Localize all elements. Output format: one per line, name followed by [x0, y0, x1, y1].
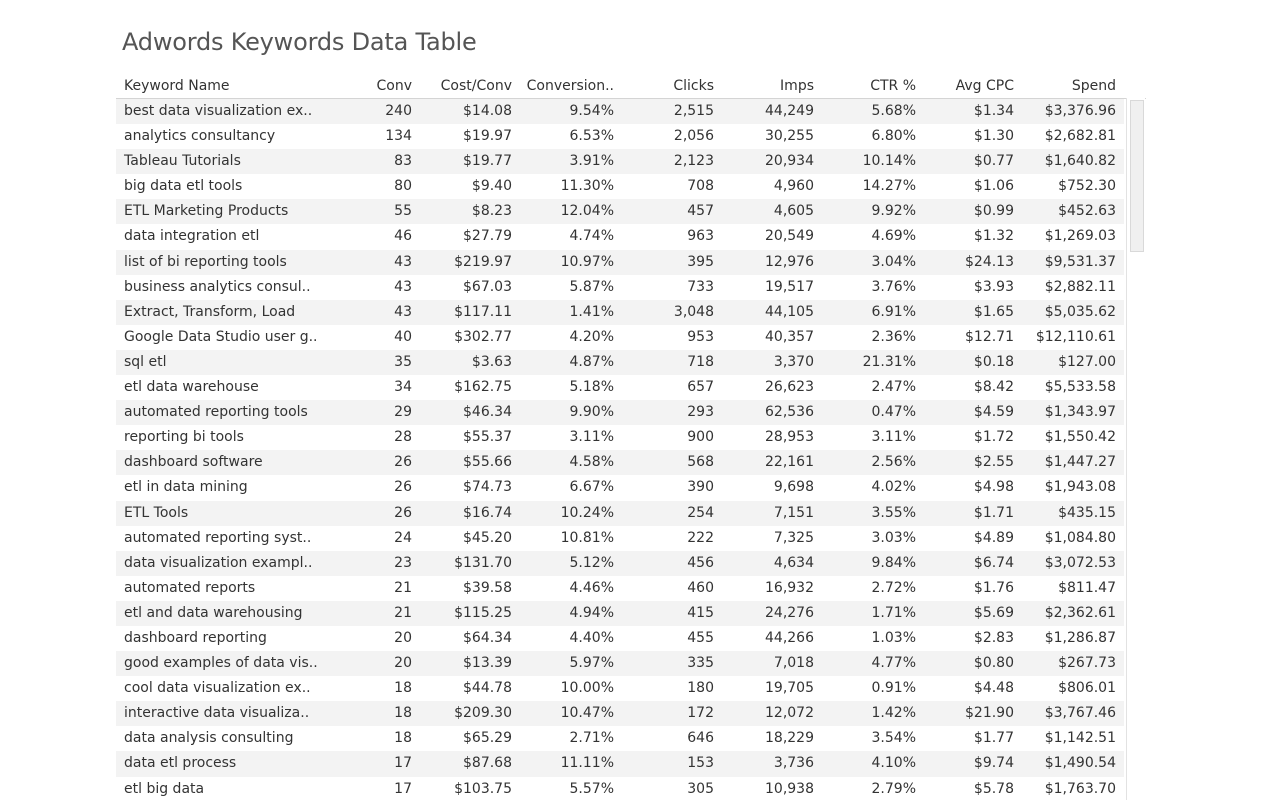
cell-spend: $1,343.97 — [1044, 404, 1116, 421]
table-row[interactable] — [116, 601, 1124, 626]
cell-cost-per-conv: $13.39 — [463, 655, 512, 672]
cell-imps: 16,932 — [765, 579, 814, 596]
table-row[interactable] — [116, 400, 1124, 425]
cell-spend: $1,490.54 — [1044, 755, 1116, 772]
cell-cost-per-conv: $44.78 — [463, 680, 512, 697]
cell-conv: 46 — [394, 228, 412, 245]
cell-keyword-name: etl big data — [124, 780, 205, 797]
cell-keyword-name: list of bi reporting tools — [124, 253, 287, 270]
cell-avg-cpc: $1.06 — [973, 178, 1014, 195]
cell-keyword-name: Extract, Transform, Load — [124, 303, 296, 320]
cell-conv: 18 — [394, 730, 412, 747]
cell-spend: $127.00 — [1058, 353, 1116, 370]
cell-cost-per-conv: $115.25 — [454, 604, 512, 621]
cell-keyword-name: sql etl — [124, 353, 167, 370]
cell-cost-per-conv: $117.11 — [454, 303, 512, 320]
cell-clicks: 153 — [687, 755, 714, 772]
cell-ctr: 21.31% — [862, 353, 916, 370]
cell-avg-cpc: $21.90 — [965, 705, 1014, 722]
cell-clicks: 3,048 — [673, 303, 714, 320]
cell-keyword-name: reporting bi tools — [124, 429, 244, 446]
cell-ctr: 3.11% — [871, 429, 916, 446]
cell-keyword-name: Google Data Studio user g.. — [124, 328, 318, 345]
cell-conversion-rate: 6.53% — [569, 128, 614, 145]
cell-conv: 17 — [394, 780, 412, 797]
cell-conversion-rate: 5.97% — [569, 655, 614, 672]
cell-cost-per-conv: $162.75 — [454, 379, 512, 396]
cell-imps: 20,549 — [765, 228, 814, 245]
cell-ctr: 5.68% — [871, 103, 916, 119]
cell-ctr: 3.04% — [871, 253, 916, 270]
cell-keyword-name: data integration etl — [124, 228, 260, 245]
cell-cost-per-conv: $19.97 — [463, 128, 512, 145]
cell-conversion-rate: 5.57% — [569, 780, 614, 797]
cell-conv: 35 — [394, 353, 412, 370]
cell-cost-per-conv: $219.97 — [454, 253, 512, 270]
cell-conv: 20 — [394, 629, 412, 646]
cell-ctr: 3.76% — [871, 278, 916, 295]
cell-ctr: 4.77% — [871, 655, 916, 672]
cell-keyword-name: dashboard software — [124, 454, 263, 471]
table-row[interactable] — [116, 149, 1124, 174]
cell-conversion-rate: 4.46% — [569, 579, 614, 596]
cell-clicks: 293 — [687, 404, 714, 421]
table-row[interactable] — [116, 676, 1124, 701]
cell-ctr: 0.91% — [871, 680, 916, 697]
cell-cost-per-conv: $131.70 — [454, 554, 512, 571]
table-row[interactable] — [116, 626, 1124, 651]
cell-conv: 24 — [394, 529, 412, 546]
cell-imps: 3,736 — [773, 755, 814, 772]
cell-ctr: 2.36% — [871, 328, 916, 345]
table-row[interactable] — [116, 300, 1124, 325]
cell-clicks: 455 — [687, 629, 714, 646]
cell-conversion-rate: 3.11% — [569, 429, 614, 446]
cell-ctr: 4.10% — [871, 755, 916, 772]
header-cost-per-conv[interactable]: Cost/Conv — [440, 78, 512, 94]
cell-avg-cpc: $0.77 — [973, 153, 1014, 170]
cell-ctr: 1.03% — [871, 629, 916, 646]
table-row[interactable] — [116, 250, 1124, 275]
table-row[interactable] — [116, 526, 1124, 551]
cell-conversion-rate: 3.91% — [569, 153, 614, 170]
cell-cost-per-conv: $74.73 — [463, 479, 512, 496]
cell-conversion-rate: 4.87% — [569, 353, 614, 370]
cell-spend: $806.01 — [1058, 680, 1116, 697]
cell-imps: 26,623 — [765, 379, 814, 396]
cell-conv: 29 — [394, 404, 412, 421]
cell-ctr: 2.47% — [871, 379, 916, 396]
cell-cost-per-conv: $55.37 — [463, 429, 512, 446]
cell-clicks: 335 — [687, 655, 714, 672]
table-row[interactable] — [116, 174, 1124, 199]
cell-keyword-name: automated reporting tools — [124, 404, 308, 421]
cell-conversion-rate: 10.81% — [560, 529, 614, 546]
cell-keyword-name: ETL Tools — [124, 504, 189, 521]
cell-avg-cpc: $0.99 — [973, 203, 1014, 220]
cell-clicks: 733 — [687, 278, 714, 295]
cell-spend: $5,533.58 — [1044, 379, 1116, 396]
cell-avg-cpc: $5.69 — [973, 604, 1014, 621]
cell-spend: $3,072.53 — [1044, 554, 1116, 571]
cell-imps: 44,249 — [765, 103, 814, 119]
cell-conversion-rate: 9.54% — [569, 103, 614, 119]
cell-ctr: 2.56% — [871, 454, 916, 471]
cell-imps: 19,705 — [765, 680, 814, 697]
cell-conv: 21 — [394, 579, 412, 596]
cell-conversion-rate: 9.90% — [569, 404, 614, 421]
cell-clicks: 708 — [687, 178, 714, 195]
cell-cost-per-conv: $8.23 — [471, 203, 512, 220]
cell-conv: 17 — [394, 755, 412, 772]
cell-keyword-name: etl data warehouse — [124, 379, 259, 396]
cell-conversion-rate: 10.24% — [560, 504, 614, 521]
table-header — [116, 73, 1146, 99]
cell-clicks: 415 — [687, 604, 714, 621]
cell-spend: $1,084.80 — [1044, 529, 1116, 546]
cell-imps: 62,536 — [765, 404, 814, 421]
cell-conv: 18 — [394, 680, 412, 697]
cell-spend: $3,376.96 — [1044, 103, 1116, 119]
cell-cost-per-conv: $45.20 — [463, 529, 512, 546]
cell-spend: $752.30 — [1058, 178, 1116, 195]
table-row[interactable] — [116, 551, 1124, 576]
cell-ctr: 9.84% — [871, 554, 916, 571]
cell-ctr: 4.69% — [871, 228, 916, 245]
cell-avg-cpc: $3.93 — [973, 278, 1014, 295]
cell-ctr: 3.03% — [871, 529, 916, 546]
cell-imps: 12,976 — [765, 253, 814, 270]
cell-conv: 23 — [394, 554, 412, 571]
table-row[interactable] — [116, 325, 1124, 350]
cell-keyword-name: data analysis consulting — [124, 730, 294, 747]
cell-keyword-name: data etl process — [124, 755, 237, 772]
cell-imps: 7,325 — [773, 529, 814, 546]
table-row[interactable] — [116, 475, 1124, 500]
cell-keyword-name: automated reports — [124, 579, 256, 596]
cell-spend: $2,362.61 — [1044, 604, 1116, 621]
cell-ctr: 14.27% — [862, 178, 916, 195]
cell-conversion-rate: 10.47% — [560, 705, 614, 722]
cell-conv: 26 — [394, 504, 412, 521]
cell-keyword-name: best data visualization ex.. — [124, 103, 313, 119]
cell-cost-per-conv: $64.34 — [463, 629, 512, 646]
table-row[interactable] — [116, 777, 1124, 802]
cell-imps: 4,605 — [773, 203, 814, 220]
cell-spend: $9,531.37 — [1044, 253, 1116, 270]
header-keyword-name[interactable]: Keyword Name — [124, 78, 230, 94]
page-title: Adwords Keywords Data Table — [122, 28, 477, 56]
cell-spend: $3,767.46 — [1044, 705, 1116, 722]
table-row[interactable] — [116, 576, 1124, 601]
table-row[interactable] — [116, 701, 1124, 726]
cell-clicks: 254 — [687, 504, 714, 521]
cell-clicks: 305 — [687, 780, 714, 797]
cell-ctr: 10.14% — [862, 153, 916, 170]
cell-avg-cpc: $4.89 — [973, 529, 1014, 546]
cell-conv: 40 — [394, 328, 412, 345]
cell-conv: 28 — [394, 429, 412, 446]
cell-conversion-rate: 10.00% — [560, 680, 614, 697]
cell-avg-cpc: $1.72 — [973, 429, 1014, 446]
cell-conversion-rate: 1.41% — [569, 303, 614, 320]
cell-avg-cpc: $2.55 — [973, 454, 1014, 471]
cell-clicks: 646 — [687, 730, 714, 747]
cell-spend: $452.63 — [1058, 203, 1116, 220]
cell-spend: $1,550.42 — [1044, 429, 1116, 446]
table-row[interactable] — [116, 224, 1124, 249]
cell-avg-cpc: $5.78 — [973, 780, 1014, 797]
cell-clicks: 2,515 — [673, 103, 714, 119]
cell-conv: 43 — [394, 278, 412, 295]
cell-clicks: 568 — [687, 454, 714, 471]
cell-conversion-rate: 4.74% — [569, 228, 614, 245]
table-row[interactable] — [116, 99, 1124, 124]
cell-spend: $1,763.70 — [1044, 780, 1116, 797]
cell-cost-per-conv: $3.63 — [471, 353, 512, 370]
cell-spend: $1,286.87 — [1044, 629, 1116, 646]
cell-conversion-rate: 4.58% — [569, 454, 614, 471]
cell-imps: 44,105 — [765, 303, 814, 320]
cell-cost-per-conv: $27.79 — [463, 228, 512, 245]
cell-spend: $2,682.81 — [1044, 128, 1116, 145]
cell-clicks: 900 — [687, 429, 714, 446]
cell-cost-per-conv: $87.68 — [463, 755, 512, 772]
cell-cost-per-conv: $9.40 — [471, 178, 512, 195]
cell-ctr: 0.47% — [871, 404, 916, 421]
cell-conv: 20 — [394, 655, 412, 672]
cell-cost-per-conv: $67.03 — [463, 278, 512, 295]
cell-conversion-rate: 10.97% — [560, 253, 614, 270]
cell-conversion-rate: 4.20% — [569, 328, 614, 345]
cell-cost-per-conv: $19.77 — [463, 153, 512, 170]
cell-conversion-rate: 4.94% — [569, 604, 614, 621]
cell-cost-per-conv: $55.66 — [463, 454, 512, 471]
cell-conversion-rate: 12.04% — [560, 203, 614, 220]
table-row[interactable] — [116, 726, 1124, 751]
cell-imps: 10,938 — [765, 780, 814, 797]
cell-ctr: 2.72% — [871, 579, 916, 596]
cell-avg-cpc: $24.13 — [965, 253, 1014, 270]
cell-imps: 20,934 — [765, 153, 814, 170]
cell-conversion-rate: 2.71% — [569, 730, 614, 747]
header-conversion-rate[interactable]: Conversion.. — [526, 78, 614, 94]
cell-spend: $1,640.82 — [1044, 153, 1116, 170]
header-clicks[interactable]: Clicks — [673, 78, 714, 94]
cell-clicks: 180 — [687, 680, 714, 697]
cell-imps: 4,634 — [773, 554, 814, 571]
cell-imps: 44,266 — [765, 629, 814, 646]
cell-imps: 19,517 — [765, 278, 814, 295]
cell-cost-per-conv: $65.29 — [463, 730, 512, 747]
cell-clicks: 2,123 — [673, 153, 714, 170]
cell-avg-cpc: $8.42 — [973, 379, 1014, 396]
cell-keyword-name: ETL Marketing Products — [124, 203, 289, 220]
vertical-scrollbar[interactable] — [1126, 98, 1145, 800]
cell-ctr: 1.71% — [871, 604, 916, 621]
cell-clicks: 456 — [687, 554, 714, 571]
cell-avg-cpc: $0.80 — [973, 655, 1014, 672]
cell-conv: 83 — [394, 153, 412, 170]
table-row[interactable] — [116, 275, 1124, 300]
cell-spend: $267.73 — [1058, 655, 1116, 672]
table-row[interactable] — [116, 450, 1124, 475]
cell-imps: 9,698 — [773, 479, 814, 496]
cell-clicks: 718 — [687, 353, 714, 370]
cell-conv: 134 — [385, 128, 412, 145]
cell-conv: 80 — [394, 178, 412, 195]
cell-spend: $1,269.03 — [1044, 228, 1116, 245]
cell-clicks: 395 — [687, 253, 714, 270]
cell-conversion-rate: 5.18% — [569, 379, 614, 396]
cell-avg-cpc: $1.32 — [973, 228, 1014, 245]
cell-conv: 43 — [394, 253, 412, 270]
cell-cost-per-conv: $14.08 — [463, 103, 512, 119]
cell-clicks: 953 — [687, 328, 714, 345]
cell-imps: 30,255 — [765, 128, 814, 145]
cell-clicks: 2,056 — [673, 128, 714, 145]
cell-ctr: 3.55% — [871, 504, 916, 521]
cell-avg-cpc: $4.98 — [973, 479, 1014, 496]
scrollbar-thumb[interactable] — [1130, 100, 1144, 252]
table-row[interactable] — [116, 199, 1124, 224]
cell-conv: 34 — [394, 379, 412, 396]
cell-keyword-name: dashboard reporting — [124, 629, 267, 646]
cell-ctr: 6.91% — [871, 303, 916, 320]
cell-clicks: 963 — [687, 228, 714, 245]
cell-keyword-name: analytics consultancy — [124, 128, 276, 145]
cell-ctr: 6.80% — [871, 128, 916, 145]
cell-cost-per-conv: $209.30 — [454, 705, 512, 722]
cell-keyword-name: interactive data visualiza.. — [124, 705, 310, 722]
header-conv[interactable]: Conv — [376, 78, 412, 94]
table-row[interactable] — [116, 651, 1124, 676]
cell-avg-cpc: $4.59 — [973, 404, 1014, 421]
cell-imps: 4,960 — [773, 178, 814, 195]
cell-avg-cpc: $9.74 — [973, 755, 1014, 772]
cell-ctr: 9.92% — [871, 203, 916, 220]
cell-imps: 18,229 — [765, 730, 814, 747]
cell-cost-per-conv: $39.58 — [463, 579, 512, 596]
table-row[interactable] — [116, 350, 1124, 375]
header-spend[interactable]: Spend — [1071, 78, 1116, 94]
cell-keyword-name: automated reporting syst.. — [124, 529, 312, 546]
cell-avg-cpc: $1.30 — [973, 128, 1014, 145]
cell-spend: $12,110.61 — [1035, 328, 1116, 345]
cell-conv: 240 — [385, 103, 412, 119]
cell-keyword-name: big data etl tools — [124, 178, 243, 195]
cell-keyword-name: business analytics consul.. — [124, 278, 311, 295]
cell-ctr: 3.54% — [871, 730, 916, 747]
cell-spend: $1,142.51 — [1044, 730, 1116, 747]
table-row[interactable] — [116, 501, 1124, 526]
cell-keyword-name: Tableau Tutorials — [124, 153, 241, 170]
cell-clicks: 460 — [687, 579, 714, 596]
cell-avg-cpc: $1.65 — [973, 303, 1014, 320]
cell-avg-cpc: $12.71 — [965, 328, 1014, 345]
cell-spend: $435.15 — [1058, 504, 1116, 521]
cell-spend: $5,035.62 — [1044, 303, 1116, 320]
cell-keyword-name: data visualization exampl.. — [124, 554, 313, 571]
header-ctr[interactable]: CTR % — [870, 78, 916, 94]
cell-ctr: 1.42% — [871, 705, 916, 722]
cell-ctr: 4.02% — [871, 479, 916, 496]
cell-avg-cpc: $6.74 — [973, 554, 1014, 571]
cell-spend: $2,882.11 — [1044, 278, 1116, 295]
cell-clicks: 222 — [687, 529, 714, 546]
cell-spend: $1,943.08 — [1044, 479, 1116, 496]
table-row[interactable] — [116, 375, 1124, 400]
cell-avg-cpc: $1.77 — [973, 730, 1014, 747]
cell-imps: 24,276 — [765, 604, 814, 621]
cell-conv: 21 — [394, 604, 412, 621]
keywords-table — [116, 73, 1146, 802]
cell-keyword-name: cool data visualization ex.. — [124, 680, 311, 697]
cell-clicks: 390 — [687, 479, 714, 496]
cell-ctr: 2.79% — [871, 780, 916, 797]
cell-avg-cpc: $1.34 — [973, 103, 1014, 119]
cell-avg-cpc: $1.71 — [973, 504, 1014, 521]
table-body — [116, 99, 1124, 802]
cell-conversion-rate: 11.11% — [560, 755, 614, 772]
cell-conv: 43 — [394, 303, 412, 320]
cell-imps: 28,953 — [765, 429, 814, 446]
cell-cost-per-conv: $103.75 — [454, 780, 512, 797]
cell-conv: 18 — [394, 705, 412, 722]
cell-conversion-rate: 4.40% — [569, 629, 614, 646]
cell-keyword-name: etl in data mining — [124, 479, 248, 496]
cell-avg-cpc: $0.18 — [973, 353, 1014, 370]
cell-clicks: 172 — [687, 705, 714, 722]
cell-avg-cpc: $1.76 — [973, 579, 1014, 596]
header-imps[interactable]: Imps — [780, 78, 814, 94]
cell-cost-per-conv: $16.74 — [463, 504, 512, 521]
table-row[interactable] — [116, 124, 1124, 149]
cell-imps: 3,370 — [773, 353, 814, 370]
cell-avg-cpc: $2.83 — [973, 629, 1014, 646]
cell-conversion-rate: 11.30% — [560, 178, 614, 195]
table-row[interactable] — [116, 425, 1124, 450]
cell-clicks: 657 — [687, 379, 714, 396]
cell-avg-cpc: $4.48 — [973, 680, 1014, 697]
cell-imps: 12,072 — [765, 705, 814, 722]
cell-keyword-name: good examples of data vis.. — [124, 655, 318, 672]
cell-spend: $811.47 — [1058, 579, 1116, 596]
cell-conversion-rate: 5.12% — [569, 554, 614, 571]
table-row[interactable] — [116, 751, 1124, 776]
cell-imps: 7,151 — [773, 504, 814, 521]
cell-conv: 55 — [394, 203, 412, 220]
cell-imps: 22,161 — [765, 454, 814, 471]
cell-conversion-rate: 6.67% — [569, 479, 614, 496]
header-avg-cpc[interactable]: Avg CPC — [955, 78, 1014, 94]
cell-conv: 26 — [394, 454, 412, 471]
cell-imps: 40,357 — [765, 328, 814, 345]
cell-clicks: 457 — [687, 203, 714, 220]
cell-conv: 26 — [394, 479, 412, 496]
cell-cost-per-conv: $302.77 — [454, 328, 512, 345]
cell-conversion-rate: 5.87% — [569, 278, 614, 295]
cell-spend: $1,447.27 — [1044, 454, 1116, 471]
cell-cost-per-conv: $46.34 — [463, 404, 512, 421]
cell-keyword-name: etl and data warehousing — [124, 604, 303, 621]
cell-imps: 7,018 — [773, 655, 814, 672]
